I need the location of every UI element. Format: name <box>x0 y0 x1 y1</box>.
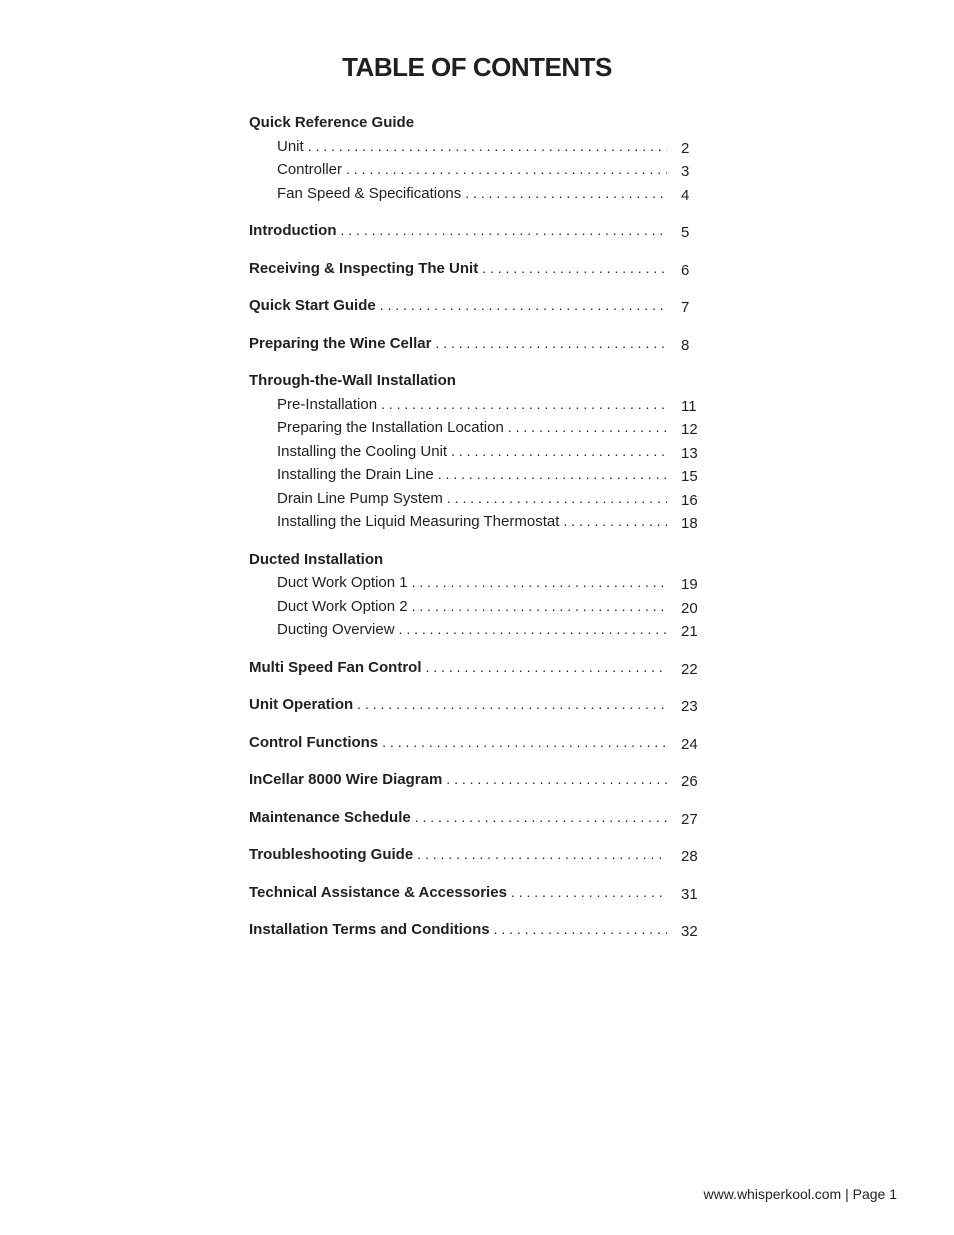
toc-entry-label: Fan Speed & Specifications <box>277 184 462 202</box>
toc-entry-label: Maintenance Schedule <box>249 808 411 826</box>
dot-leader <box>447 487 667 511</box>
toc-entry-page: 15 <box>681 468 698 485</box>
page-title: TABLE OF CONTENTS <box>342 52 612 82</box>
toc-entry-page: 16 <box>681 491 698 509</box>
toc-section-maintenance <box>249 806 709 830</box>
toc-section-wire-diagram <box>249 768 709 792</box>
toc-entry-page: 26 <box>681 773 698 790</box>
toc-entry[interactable] <box>249 135 709 159</box>
toc-section-title[interactable]: Through-the-Wall Installation <box>249 372 456 389</box>
dot-leader <box>417 843 667 867</box>
toc-entry-page: 3 <box>681 163 690 180</box>
toc-entry[interactable] <box>249 571 709 595</box>
dot-leader <box>308 135 667 159</box>
toc-entry-page: 2 <box>681 139 690 157</box>
dot-leader <box>399 618 667 642</box>
toc-entry-label: Control Functions <box>249 733 379 751</box>
toc-entry-label: InCellar 8000 Wire Diagram <box>249 771 443 788</box>
toc-entry-page: 31 <box>681 885 698 903</box>
dot-leader <box>380 294 667 318</box>
dot-leader <box>357 693 667 717</box>
toc-entry[interactable] <box>249 487 709 511</box>
dot-leader <box>346 158 667 182</box>
toc-entry-label: Unit Operation <box>249 696 354 713</box>
toc-section-multi-speed-fan <box>249 656 709 680</box>
toc-entry-label: Installing the Cooling Unit <box>277 442 448 460</box>
toc-section-quick-reference-guide <box>249 111 709 205</box>
toc-section-terms <box>249 918 709 942</box>
toc-entry[interactable] <box>249 595 709 619</box>
toc-section-through-the-wall <box>249 369 709 534</box>
toc-entry-page: 22 <box>681 660 698 678</box>
toc-entry[interactable] <box>249 918 709 942</box>
toc-entry[interactable] <box>249 693 709 717</box>
toc-entry-label: Technical Assistance & Accessories <box>249 883 507 901</box>
toc-entry-label: Multi Speed Fan Control <box>249 658 422 676</box>
toc-section-control-functions <box>249 731 709 755</box>
toc-section-receiving <box>249 257 709 281</box>
toc-entry-page: 23 <box>681 698 698 715</box>
toc-section-title[interactable]: Ducted Installation <box>249 550 384 568</box>
dot-leader <box>508 416 667 440</box>
toc-entry[interactable] <box>249 219 709 243</box>
toc-entry-label: Quick Start Guide <box>249 297 376 314</box>
toc-entry-label: Controller <box>277 161 343 178</box>
dot-leader <box>412 595 667 619</box>
dot-leader <box>381 393 667 417</box>
table-of-contents <box>249 111 709 956</box>
toc-section-ducted <box>249 548 709 642</box>
toc-section-preparing-cellar <box>249 332 709 356</box>
toc-section-unit-operation <box>249 693 709 717</box>
dot-leader <box>451 440 667 464</box>
toc-entry[interactable] <box>249 656 709 680</box>
toc-entry[interactable] <box>249 843 709 867</box>
toc-entry-label: Introduction <box>249 222 337 239</box>
toc-entry-page: 4 <box>681 186 690 204</box>
toc-entry-page: 5 <box>681 224 690 241</box>
dot-leader <box>382 731 667 755</box>
toc-entry-label: Installing the Liquid Measuring Thermostat <box>277 513 560 530</box>
toc-entry-label: Drain Line Pump System <box>277 489 443 507</box>
toc-entry-page: 13 <box>681 444 698 462</box>
toc-entry[interactable] <box>249 463 709 487</box>
toc-entry[interactable] <box>249 294 709 318</box>
toc-entry-page: 19 <box>681 576 698 593</box>
toc-entry-label: Troubleshooting Guide <box>249 846 414 863</box>
toc-entry-label: Receiving & Inspecting The Unit <box>249 259 479 277</box>
dot-leader <box>511 881 667 905</box>
toc-entry-page: 7 <box>681 299 690 316</box>
toc-entry-label: Duct Work Option 2 <box>277 597 408 615</box>
toc-entry[interactable] <box>249 158 709 182</box>
toc-entry-label: Pre-Installation <box>277 395 378 413</box>
toc-entry[interactable] <box>249 332 709 356</box>
dot-leader <box>494 918 667 942</box>
toc-entry-page: 24 <box>681 735 698 753</box>
toc-section-technical-assistance <box>249 881 709 905</box>
toc-entry-page: 8 <box>681 336 690 354</box>
toc-entry[interactable] <box>249 806 709 830</box>
dot-leader <box>438 463 667 487</box>
toc-entry-label: Ducting Overview <box>277 621 395 638</box>
toc-entry[interactable] <box>249 881 709 905</box>
dot-leader <box>465 182 667 206</box>
toc-section-title[interactable]: Quick Reference Guide <box>249 114 415 131</box>
dot-leader <box>426 656 668 680</box>
toc-entry-page: 28 <box>681 848 698 865</box>
toc-entry[interactable] <box>249 257 709 281</box>
toc-section-introduction <box>249 219 709 243</box>
page-footer: www.whisperkool.com | Page 1 <box>703 1186 897 1202</box>
toc-entry-page: 27 <box>681 810 698 828</box>
toc-section-quick-start <box>249 294 709 318</box>
dot-leader <box>563 510 667 534</box>
dot-leader <box>482 257 667 281</box>
toc-entry-page: 6 <box>681 261 690 279</box>
toc-entry-label: Unit <box>277 137 304 155</box>
dot-leader <box>415 806 667 830</box>
toc-entry[interactable] <box>249 731 709 755</box>
toc-entry[interactable] <box>249 618 709 642</box>
dot-leader <box>446 768 667 792</box>
toc-entry[interactable] <box>249 393 709 417</box>
toc-entry-label: Duct Work Option 1 <box>277 574 408 591</box>
toc-entry-label: Installation Terms and Conditions <box>249 921 490 938</box>
toc-entry[interactable] <box>249 510 709 534</box>
toc-entry-page: 21 <box>681 623 698 640</box>
toc-entry[interactable] <box>249 768 709 792</box>
toc-entry-page: 18 <box>681 515 698 532</box>
toc-entry-label: Preparing the Installation Location <box>277 419 504 436</box>
toc-entry[interactable] <box>249 440 709 464</box>
dot-leader <box>340 219 667 243</box>
toc-entry[interactable] <box>249 182 709 206</box>
toc-section-troubleshooting <box>249 843 709 867</box>
dot-leader <box>412 571 667 595</box>
toc-entry-page: 32 <box>681 923 698 940</box>
toc-entry-label: Installing the Drain Line <box>277 466 434 483</box>
toc-entry-page: 20 <box>681 599 698 617</box>
toc-entry[interactable] <box>249 416 709 440</box>
dot-leader <box>435 332 667 356</box>
toc-entry-page: 11 <box>681 397 697 415</box>
toc-entry-label: Preparing the Wine Cellar <box>249 334 432 352</box>
toc-entry-page: 12 <box>681 421 698 438</box>
